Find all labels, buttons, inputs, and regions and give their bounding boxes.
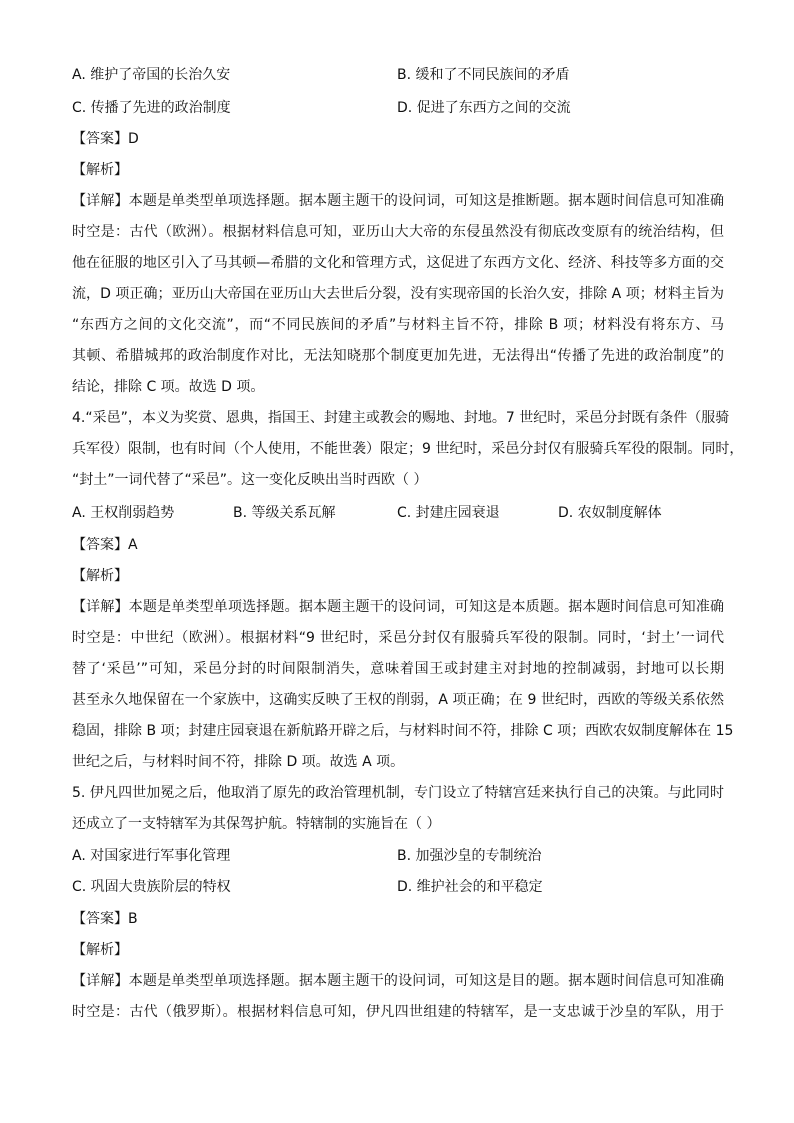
q5-stem-line: 还成立了一支特辖军为其保驾护航。特辖制的实施旨在（ ） bbox=[72, 816, 441, 832]
q3-detail-line: 时空是：古代（欧洲）。根据材料信息可知，亚历山大大帝的东侵虽然没有彻底改变原有的统治结构，但 bbox=[72, 224, 724, 240]
q5-option-d: D. 维护社会的和平稳定 bbox=[397, 879, 543, 895]
q3-option-a: A. 维护了帝国的长治久安 bbox=[72, 67, 231, 83]
q3-detail-line: 【详解】本题是单类型单项选择题。据本题主题干的设问词，可知这是推断题。据本题时间信息可知准确 bbox=[72, 193, 724, 209]
q4-stem-line: 4.“采邑”，本义为奖赏、恩典，指国王、封建主或教会的赐地、封地。7 世纪时，采邑分封既有条件（服骑 bbox=[72, 410, 730, 426]
q3-answer: 【答案】D bbox=[72, 131, 139, 147]
q4-option-b: B. 等级关系瓦解 bbox=[233, 505, 336, 521]
q5-analysis-label: 【解析】 bbox=[72, 942, 128, 958]
q4-stem-line: “封土”一词代替了“采邑”。这一变化反映出当时西欧（ ） bbox=[72, 472, 428, 488]
q5-option-b: B. 加强沙皇的专制统治 bbox=[397, 848, 542, 864]
q5-stem bbox=[72, 778, 724, 840]
q3-detail bbox=[72, 186, 724, 403]
q3-detail-line: “东西方之间的文化交流”，而“不同民族间的矛盾”与材料主旨不符，排除 B 项；材料没有将东方、马 bbox=[72, 317, 724, 333]
q4-detail-line: 世纪之后，与材料时间不符，排除 D 项。故选 A 项。 bbox=[72, 754, 405, 770]
q3-detail-line: 流，D 项正确；亚历山大帝国在亚历山大去世后分裂，没有实现帝国的长治久安，排除 A 项；材料主旨为 bbox=[72, 286, 724, 302]
q3-option-d: D. 促进了东西方之间的交流 bbox=[397, 100, 571, 116]
q5-stem-line: 5. 伊凡四世加冕之后，他取消了原先的政治管理机制，专门设立了特辖宫廷来执行自己的决策。与此同时 bbox=[72, 785, 724, 801]
q3-option-b: B. 缓和了不同民族间的矛盾 bbox=[397, 67, 570, 83]
q5-option-a: A. 对国家进行军事化管理 bbox=[72, 848, 231, 864]
q5-detail bbox=[72, 966, 724, 1028]
q5-detail-line: 时空是：古代（俄罗斯）。根据材料信息可知，伊凡四世组建的特辖军，是一支忠诚于沙皇的军队，用于 bbox=[72, 1004, 724, 1020]
q5-answer: 【答案】B bbox=[72, 911, 138, 927]
q4-detail-line: 时空是：中世纪（欧洲）。根据材料“9 世纪时，采邑分封仅有服骑兵军役的限制。同时，‘封土’一词代 bbox=[72, 630, 724, 646]
q4-analysis-label: 【解析】 bbox=[72, 568, 128, 584]
q3-detail-line: 结论，排除 C 项。故选 D 项。 bbox=[72, 379, 265, 395]
q4-option-c: C. 封建庄园衰退 bbox=[397, 505, 500, 521]
q4-detail-line: 替了‘采邑’”可知，采邑分封的时间限制消失，意味着国王或封建主对封地的控制减弱，封地可以长期 bbox=[72, 661, 724, 677]
q4-option-a: A. 王权削弱趋势 bbox=[72, 505, 175, 521]
q5-detail-line: 【详解】本题是单类型单项选择题。据本题主题干的设问词，可知这是目的题。据本题时间信息可知准确 bbox=[72, 973, 724, 989]
q4-detail-line: 稳固，排除 B 项；封建庄园衰退在新航路开辟之后，与材料时间不符，排除 C 项；西欧农奴制度解体在 15 bbox=[72, 723, 734, 739]
q3-analysis-label: 【解析】 bbox=[72, 162, 128, 178]
q4-detail-line: 【详解】本题是单类型单项选择题。据本题主题干的设问词，可知这是本质题。据本题时间信息可知准确 bbox=[72, 599, 724, 615]
q4-stem bbox=[72, 403, 744, 496]
q4-answer: 【答案】A bbox=[72, 537, 138, 553]
q4-option-d: D. 农奴制度解体 bbox=[558, 505, 662, 521]
q4-detail-line: 甚至永久地保留在一个家族中，这确实反映了王权的削弱，A 项正确；在 9 世纪时，西欧的等级关系依然 bbox=[72, 692, 724, 708]
q5-option-c: C. 巩固大贵族阶层的特权 bbox=[72, 879, 231, 895]
q3-option-c: C. 传播了先进的政治制度 bbox=[72, 100, 231, 116]
q3-detail-line: 他在征服的地区引入了马其顿—希腊的文化和管理方式，这促进了东西方文化、经济、科技等多方面的交 bbox=[72, 255, 724, 271]
q4-stem-line: 兵军役）限制，也有时间（个人使用，不能世袭）限定；9 世纪时，采邑分封仅有服骑兵军役的限制。同时， bbox=[72, 441, 744, 457]
q4-detail bbox=[72, 592, 734, 778]
q3-detail-line: 其顿、希腊城邦的政治制度作对比，无法知晓那个制度更加先进，无法得出“传播了先进的政治制度”的 bbox=[72, 348, 724, 364]
